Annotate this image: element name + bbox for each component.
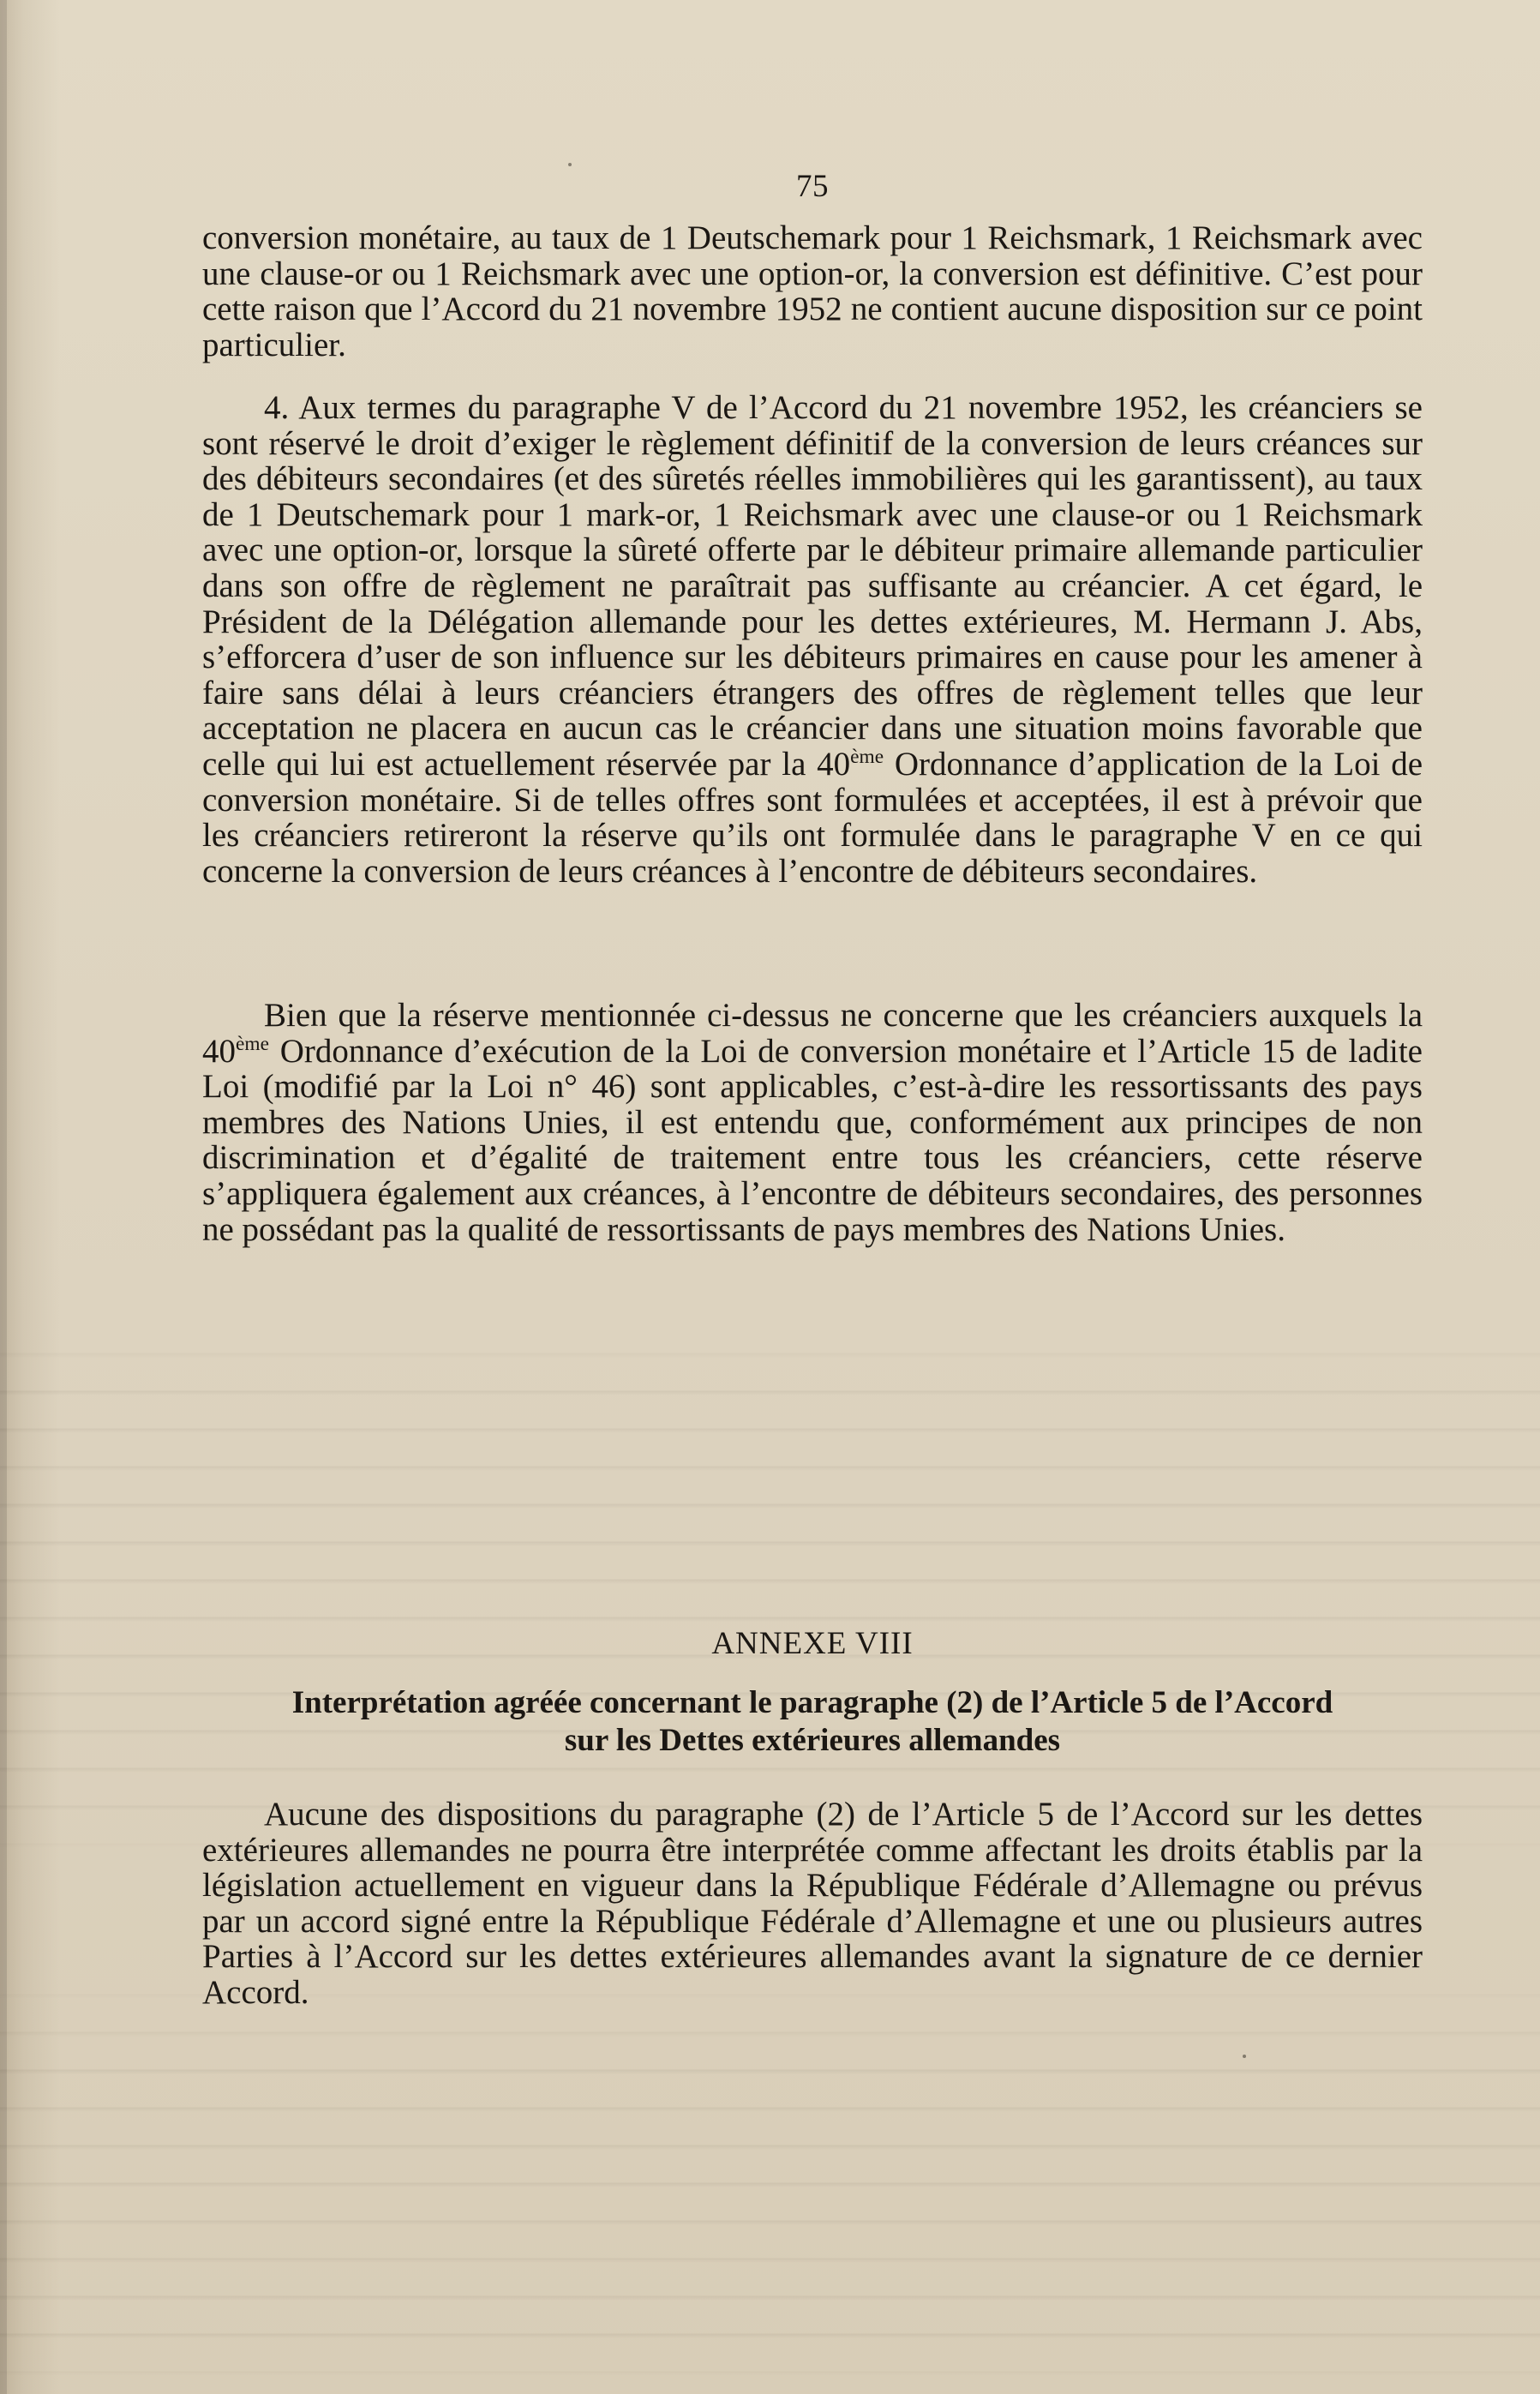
print-speck xyxy=(568,163,572,166)
paragraph-reserve-text-a: Bien que la réserve mentionnée ci-dessus ne concerne que les créanciers auxquels la 40 xyxy=(202,997,1423,1070)
annex-title: ANNEXE VIII xyxy=(711,1626,914,1661)
page-number: 75 xyxy=(796,169,829,204)
annex-subtitle xyxy=(202,1684,1423,1760)
paragraph-reserve xyxy=(202,998,1423,1247)
paragraph-reserve-superscript: ème xyxy=(236,1032,269,1055)
paragraph-continued: conversion monétaire, au taux de 1 Deutschemark pour 1 Reichsmark, 1 Reichsmark avec une clause-or ou 1 Reichsmark avec une option-or, la conversion est définitive. C’est pour cette raison que l’Accord du 21 novembre 1952 ne contient aucune disposition sur ce point particulier. xyxy=(202,219,1423,363)
annex-subtitle-line-2: sur les Dettes extérieures allemandes xyxy=(564,1723,1061,1758)
paragraph-4-text-b: Ordonnance d’application de la Loi de conversion monétaire. Si de telles offres sont formulées et acceptées, il est à prévoir que les créanciers retireront la réserve qu’ils ont formulée dans le paragraphe V en ce qui concerne la conversion de leurs créances à l’encontre de débiteurs secondaires. xyxy=(202,745,1423,890)
paragraph-4-superscript: ème xyxy=(850,745,884,768)
print-speck xyxy=(1243,2055,1246,2058)
annex-paragraph: Aucune des dispositions du paragraphe (2) de l’Article 5 de l’Accord sur les dettes extérieures allemandes ne pourra être interprétée comme affectant les droits établis par la législation actuellement en vigueur dans la République Fédérale d’Allemagne ou prévus par un accord signé entre la République Fédérale d’Allemagne et une ou plusieurs autres Parties à l’Accord sur les dettes extérieures allemandes avant la signature de ce dernier Accord. xyxy=(202,1796,1423,2011)
page-gutter-shadow xyxy=(0,0,7,2394)
paragraph-4 xyxy=(202,390,1423,889)
paragraph-4-text-a: 4. Aux termes du paragraphe V de l’Accord du 21 novembre 1952, les créanciers se sont réservé le droit d’exiger le règlement définitif de la conversion de leurs créances sur des débiteurs secondaires (et des sûretés réelles immobilières qui les garantissent), au taux de 1 Deutschemark pour 1 mark-or, 1 Reichsmark avec une clause-or ou 1 Reichsmark avec une option-or, lorsque la sûreté offerte par le débiteur primaire allemande particulier dans son offre de règlement ne paraîtrait pas suffisante au créancier. A cet égard, le Président de la Délégation allemande pour les dettes extérieures, M. Hermann J. Abs, s’efforcera d’user de son influence sur les débiteurs primaires en cause pour les amener à faire sans délai à leurs créanciers étrangers des offres de règlement telles que leur acceptation ne placera en aucun cas le créancier dans une situation moins favorable que celle qui lui est actuellement réservée par la 40 xyxy=(202,389,1423,783)
paragraph-reserve-text-b: Ordonnance d’exécution de la Loi de conversion monétaire et l’Article 15 de ladite Loi (modifié par la Loi n° 46) sont applicables, c’est-à-dire les ressortissants des pays membres des Nations Unies, il est entendu que, conformément aux principes de non discrimination et d’égalité de traitement entre tous les créanciers, cette réserve s’appliquera également aux créances, à l’encontre de débiteurs secondaires, des personnes ne possédant pas la qualité de ressortissants de pays membres des Nations Unies. xyxy=(202,1032,1423,1248)
annex-subtitle-line-1: Interprétation agréée concernant le paragraphe (2) de l’Article 5 de l’Accord xyxy=(291,1685,1333,1720)
